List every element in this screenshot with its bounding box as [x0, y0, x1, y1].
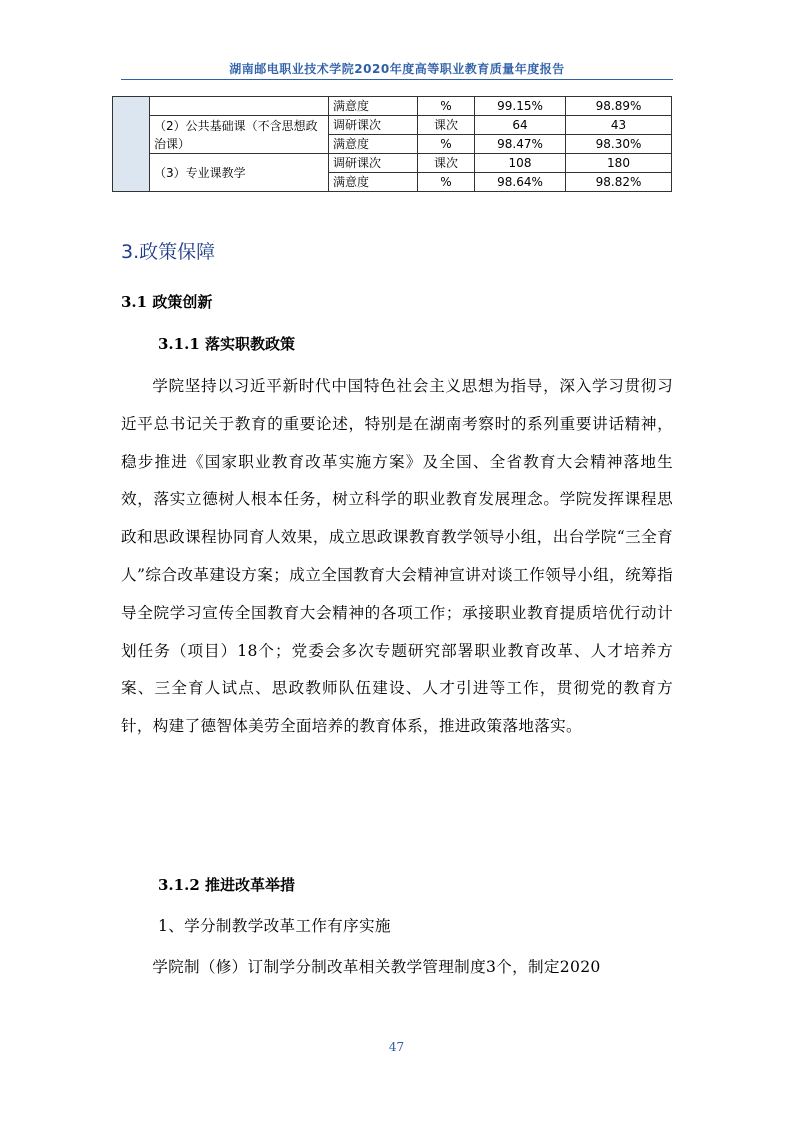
table-cell-value-2020: 43 — [566, 116, 672, 135]
table-cell-unit: 课次 — [418, 116, 475, 135]
table-cell-metric: 满意度 — [329, 135, 418, 154]
list-item-heading: 1、学分制教学改革工作有序实施 — [158, 917, 391, 935]
table-cell-unit: % — [418, 173, 475, 192]
table-cell-group-public: （2）公共基础课（不含思想政治课） — [150, 116, 329, 154]
survey-table — [112, 96, 672, 192]
running-header: 湖南邮电职业技术学院2020年度高等职业教育质量年度报告 — [229, 62, 565, 76]
subsubsection-heading: 3.1.2 推进改革举措 — [158, 876, 295, 894]
page-number: 47 — [388, 1040, 405, 1054]
table-cell-group-major: （3）专业课教学 — [150, 154, 329, 192]
table-cell-unit: % — [418, 97, 475, 116]
table-cell-value-2020: 98.82% — [566, 173, 672, 192]
table-cell-value-2019: 108 — [475, 154, 566, 173]
table-cell-value-2019: 99.15% — [475, 97, 566, 116]
table-cell-value-2019: 98.47% — [475, 135, 566, 154]
subsection-heading: 3.1 政策创新 — [121, 293, 213, 311]
section-heading: 3.政策保障 — [121, 241, 216, 263]
table-cell-unit: % — [418, 135, 475, 154]
table-shaded-cell — [113, 97, 150, 192]
table-cell-unit: 课次 — [418, 154, 475, 173]
table-cell-value-2019: 64 — [475, 116, 566, 135]
body-paragraph: 学院坚持以习近平新时代中国特色社会主义思想为指导，深入学习贯彻习近平总书记关于教育的重要论述，特别是在湖南考察时的系列重要讲话精神，稳步推进《国家职业教育改革实施方案》及全国、全省教育大会精神落地生效，落实立德树人根本任务，树立科学的职业教育发展理念。学院发挥课程思政和思政课程协同育人效果，成立思政课教育教学领导小组，出台学院“三全育人”综合改革建设方案；成立全国教育大会精神宣讲对谈工作领导小组，统筹指导全院学习宣传全国教育大会精神的各项工作；承接职业教育提质培优行动计划任务（项目）18个；党委会多次专题研究部署职业教育改革、人才培养方案、三全育人试点、思政教师队伍建设、人才引进等工作，贯彻党的教育方针，构建了德智体美劳全面培养的教育体系，推进政策落地落实。 — [121, 377, 673, 736]
body-paragraph: 学院制（修）订制学分制改革相关教学管理制度3个，制定2020 — [152, 958, 601, 976]
table-row — [113, 97, 672, 116]
table-cell-value-2020: 180 — [566, 154, 672, 173]
table-cell-empty — [150, 97, 329, 116]
table-cell-metric: 满意度 — [329, 173, 418, 192]
subsubsection-heading: 3.1.1 落实职教政策 — [158, 335, 295, 353]
table-cell-metric: 满意度 — [329, 97, 418, 116]
table-cell-value-2019: 98.64% — [475, 173, 566, 192]
table-cell-metric: 调研课次 — [329, 154, 418, 173]
table-row — [113, 154, 672, 173]
table-cell-value-2020: 98.89% — [566, 97, 672, 116]
header-divider — [121, 79, 673, 80]
table-row — [113, 116, 672, 135]
table-cell-value-2020: 98.30% — [566, 135, 672, 154]
table-cell-metric: 调研课次 — [329, 116, 418, 135]
